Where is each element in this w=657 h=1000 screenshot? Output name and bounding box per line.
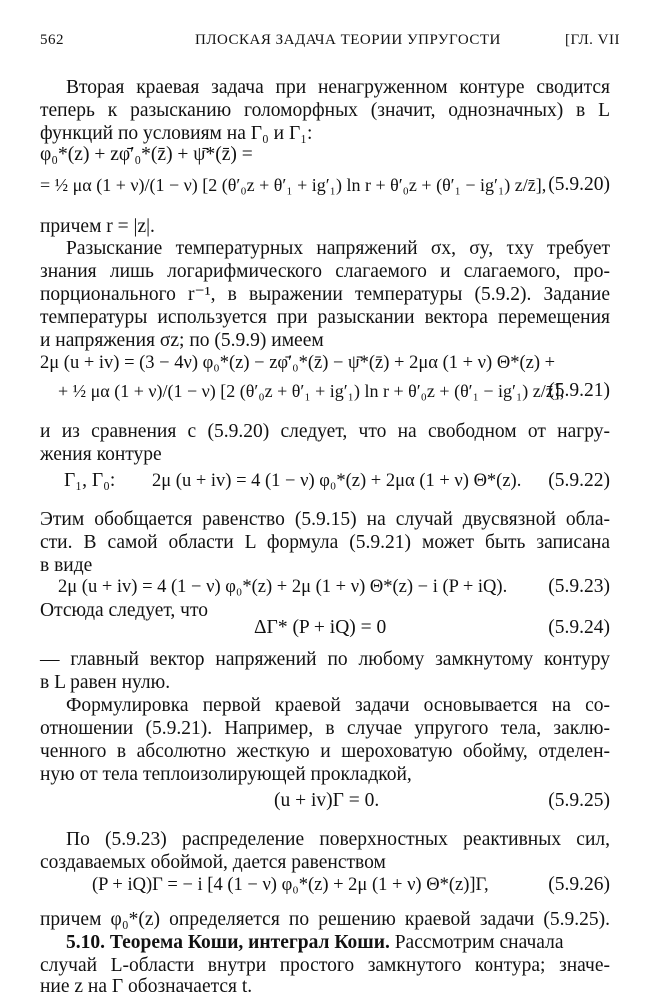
equation: φ₀*(z) + zφ̄′₀*(z̄) + ψ̄*(z̄) =	[40, 144, 253, 165]
equation-number: (5.9.26)	[548, 874, 610, 895]
text-line: жения контуре	[40, 444, 162, 465]
text-line: и из сравнения с (5.9.20) следует, что на свободном от нагру-	[40, 421, 610, 442]
running-title: ПЛОСКАЯ ЗАДАЧА ТЕОРИИ УПРУГОСТИ	[195, 32, 501, 48]
equation-number: (5.9.21)	[548, 380, 610, 401]
equation: 2μ (u + iv) = 4 (1 − ν) φ₀*(z) + 2μ (1 + ν) Θ*(z) − i (P + iQ).	[58, 577, 508, 597]
text-line: функций по условиям на Γ₀ и Γ₁:	[40, 123, 313, 144]
text-line: отношении (5.9.21). Например, в случае упругого тела, заклю-	[40, 718, 610, 739]
text-line: ченного в абсолютно жесткую и шероховатую обойму, отделен-	[40, 741, 610, 762]
text-line: По (5.9.23) распределение поверхностных реактивных сил,	[66, 829, 610, 850]
section-heading: 5.10. Теорема Коши, интеграл Коши.	[66, 932, 390, 953]
equation-number: (5.9.20)	[548, 174, 610, 195]
text-line: теперь к разысканию голоморфных (значит, однозначных) в L	[40, 100, 610, 121]
text-line: в L равен нулю.	[40, 672, 171, 693]
text-line: — главный вектор напряжений по любому замкнутому контуру	[40, 649, 610, 670]
text-line: и напряжения σz; по (5.9.9) имеем	[40, 330, 324, 351]
text-line	[40, 931, 610, 955]
equation: (u + iv)Γ = 0.	[274, 790, 380, 811]
equation: + ½ μα (1 + ν)/(1 − ν) [2 (θ′₀z + θ′₁ + ig′₁) ln r + θ′₀z + (θ′₁ − ig′₁) z/z̄],	[58, 381, 565, 401]
page-header	[40, 32, 620, 56]
text-line: случай L-области внутри простого замкнутого контура; значе-	[40, 955, 610, 976]
text-line: Разыскание температурных напряжений σx, σy, τxy требует	[66, 238, 610, 259]
equation: 2μ (u + iv) = (3 − 4ν) φ₀*(z) − zφ̄′₀*(z̄) − ψ̄*(z̄) + 2μα (1 + ν) Θ*(z) +	[40, 353, 556, 373]
equation: 2μ (u + iv) = 4 (1 − ν) φ₀*(z) + 2μα (1 + ν) Θ*(z).	[152, 471, 522, 491]
text-line: Отсюда следует, что	[40, 600, 209, 621]
page-number: 562	[40, 32, 64, 48]
text-line: температуры используется при разыскании вектора перемещения	[40, 307, 610, 328]
text-line: Формулировка первой краевой задачи основывается на со-	[66, 695, 610, 716]
text-line: сти. В самой области L формула (5.9.21) может быть записана	[40, 532, 610, 553]
text-line: ную от тела теплоизолирующей прокладкой,	[40, 764, 412, 785]
equation: ΔΓ* (P + iQ) = 0	[254, 617, 387, 638]
text-fragment: Рассмотрим сначала	[394, 932, 564, 953]
text-line: Этим обобщается равенство (5.9.15) на случай двусвязной обла-	[40, 509, 610, 530]
equation-number: (5.9.24)	[548, 617, 610, 638]
text-line: порционального r⁻¹, в выражении температуры (5.9.2). Задание	[40, 284, 610, 305]
text-line: причем r = |z|.	[40, 216, 155, 237]
equation-lead: Γ₁, Γ₀:	[64, 470, 116, 491]
text-line: причем φ₀*(z) определяется по решению краевой задачи (5.9.25).	[40, 909, 610, 930]
equation-number: (5.9.22)	[548, 470, 610, 491]
equation: = ½ μα (1 + ν)/(1 − ν) [2 (θ′₀z + θ′₁ + ig′₁) ln r + θ′₀z + (θ′₁ − ig′₁) z/z̄],	[40, 175, 547, 195]
text-line: в виде	[40, 555, 93, 576]
equation-number: (5.9.23)	[548, 576, 610, 597]
chapter-label: [ГЛ. VII	[564, 32, 620, 48]
text-line: знания лишь логарифмического слагаемого и слагаемого, про-	[40, 261, 610, 282]
text-line: ние z на Γ обозначается t.	[40, 976, 253, 997]
equation-number: (5.9.25)	[548, 790, 610, 811]
text-line: Вторая краевая задача при ненагруженном контуре сводится	[66, 77, 610, 98]
text-line: создаваемых обоймой, дается равенством	[40, 852, 386, 873]
equation: (P + iQ)Γ = − i [4 (1 − ν) φ₀*(z) + 2μ (1 + ν) Θ*(z)]Γ,	[92, 875, 489, 895]
